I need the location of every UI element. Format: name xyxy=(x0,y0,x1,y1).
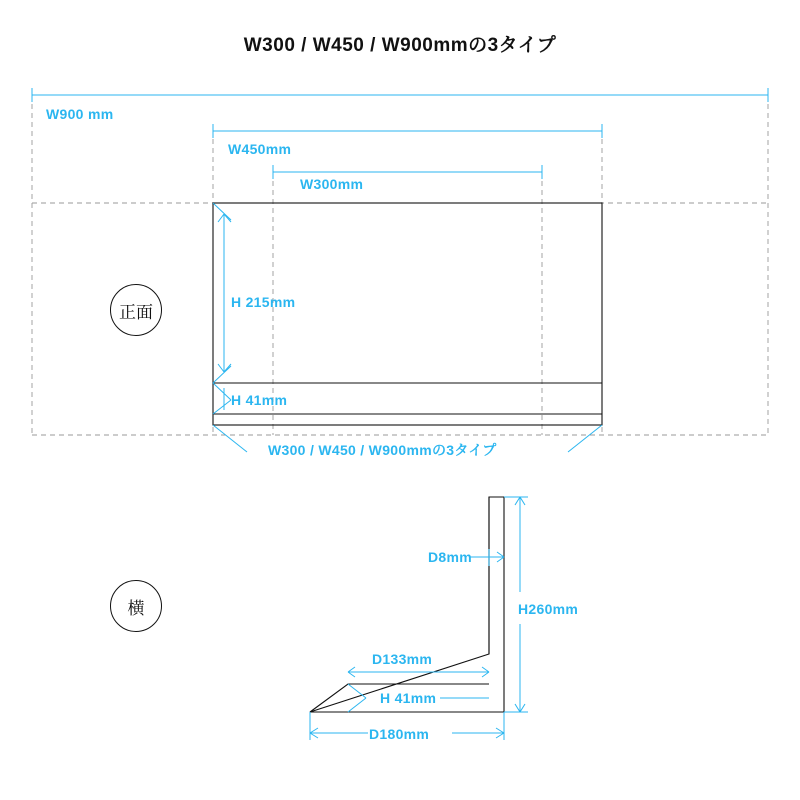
page-title: W300 / W450 / W900mmの3タイプ xyxy=(243,35,557,56)
label-w900: W900 mm xyxy=(46,106,114,122)
dim-d133 xyxy=(348,667,489,677)
view-badge-front: 正面 xyxy=(110,284,162,336)
view-badge-side: 横 xyxy=(110,580,162,632)
front-guide-box xyxy=(32,95,768,435)
dim-d8 xyxy=(470,549,504,566)
dim-h41-front xyxy=(213,383,231,414)
dim-w900 xyxy=(32,88,768,102)
dim-h215 xyxy=(213,203,231,383)
side-product-outline xyxy=(310,497,504,712)
label-d8: D8mm xyxy=(428,549,472,565)
front-inner-guides xyxy=(213,130,602,435)
label-w450: W450mm xyxy=(228,141,292,157)
label-h215: H 215mm xyxy=(231,294,296,310)
label-h260: H260mm xyxy=(518,601,579,617)
label-front-bottom-caption: W300 / W450 / W900mmの3タイプ xyxy=(268,442,497,458)
label-w300: W300mm xyxy=(300,176,364,192)
label-d180: D180mm xyxy=(369,726,430,742)
dim-w450 xyxy=(213,124,602,138)
label-h41-front: H 41mm xyxy=(231,392,288,408)
label-d133: D133mm xyxy=(372,651,433,667)
label-h41-side: H 41mm xyxy=(380,690,437,706)
